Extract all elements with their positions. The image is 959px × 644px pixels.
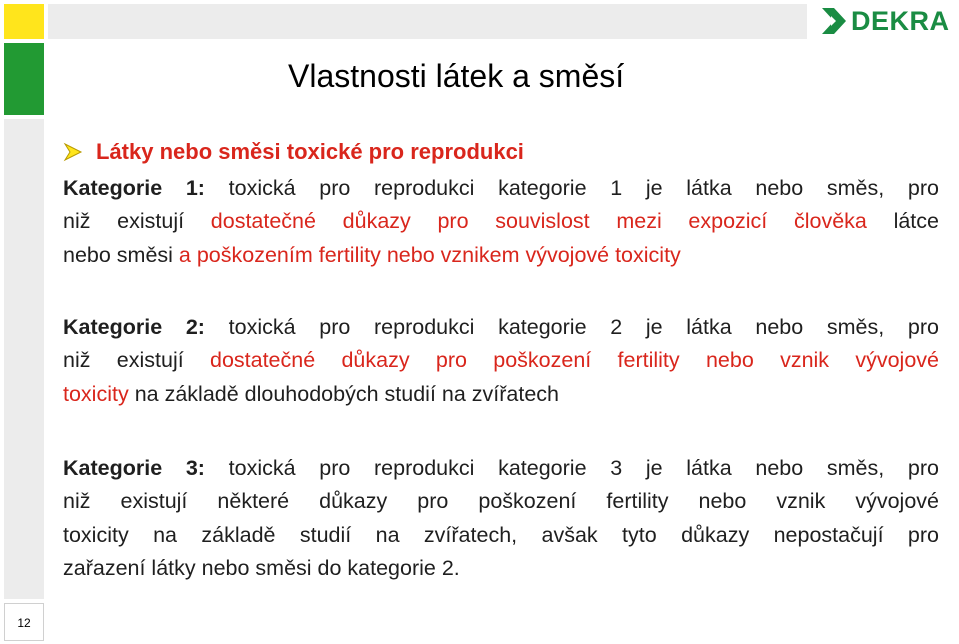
yellow-accent-bar xyxy=(4,4,44,39)
paragraph-category-3 xyxy=(63,452,939,585)
text-line xyxy=(63,205,939,238)
green-accent-bar xyxy=(4,43,44,115)
highlighted-text: toxicity xyxy=(63,381,129,406)
text-segment: látce xyxy=(866,209,939,234)
text-line xyxy=(63,378,939,411)
text-line xyxy=(63,311,939,344)
section-heading-text: Látky nebo směsi toxické pro reprodukci xyxy=(96,139,524,164)
text-segment: toxicity na základě studií na zvířatech, avšak tyto důkazy nepostačují pro xyxy=(63,522,939,547)
side-column xyxy=(4,119,44,599)
category-label: Kategorie 1: xyxy=(63,176,205,200)
highlighted-text: dostatečné důkazy pro souvislost mezi expozicí člověka xyxy=(210,209,867,234)
text-segment: na základě dlouhodobých studií na zvířatech xyxy=(128,381,560,406)
category-label: Kategorie 2: xyxy=(63,315,205,339)
highlighted-text: a poškozením fertility nebo vznikem vývojové toxicity xyxy=(178,242,681,267)
paragraph-category-1 xyxy=(63,172,939,272)
text-segment: niž existují xyxy=(63,209,211,234)
paragraph-category-2 xyxy=(63,311,939,411)
top-bar-left xyxy=(48,4,807,39)
text-segment: nebo směsi xyxy=(63,242,179,267)
text-segment: toxická pro reprodukci kategorie 1 je látka nebo směs, pro xyxy=(204,176,939,200)
dekra-arrow-icon xyxy=(820,6,850,36)
page-number: 12 xyxy=(17,616,31,630)
text-line xyxy=(63,172,939,205)
page-number-box xyxy=(4,603,44,641)
text-segment: niž existují xyxy=(63,348,210,373)
text-line xyxy=(63,485,939,518)
text-segment: toxická pro reprodukci kategorie 2 je látka nebo směs, pro xyxy=(204,315,939,339)
text-segment: niž existují některé důkazy pro poškození fertility nebo vznik vývojové xyxy=(63,489,939,514)
logo-text: DEKRA xyxy=(851,6,950,36)
text-line xyxy=(63,344,939,377)
arrow-bullet-icon xyxy=(63,142,83,162)
text-segment: toxická pro reprodukci kategorie 3 je látka nebo směs, pro xyxy=(204,456,939,480)
page-title: Vlastnosti látek a směsí xyxy=(288,58,625,94)
text-line xyxy=(63,452,939,485)
text-segment: zařazení látky nebo směsi do kategorie 2. xyxy=(63,555,460,580)
category-label: Kategorie 3: xyxy=(63,456,205,480)
highlighted-text: dostatečné důkazy pro poškození fertility nebo vznik vývojové xyxy=(209,348,939,373)
text-line xyxy=(63,519,939,552)
text-line xyxy=(63,552,939,585)
text-line xyxy=(63,239,939,272)
